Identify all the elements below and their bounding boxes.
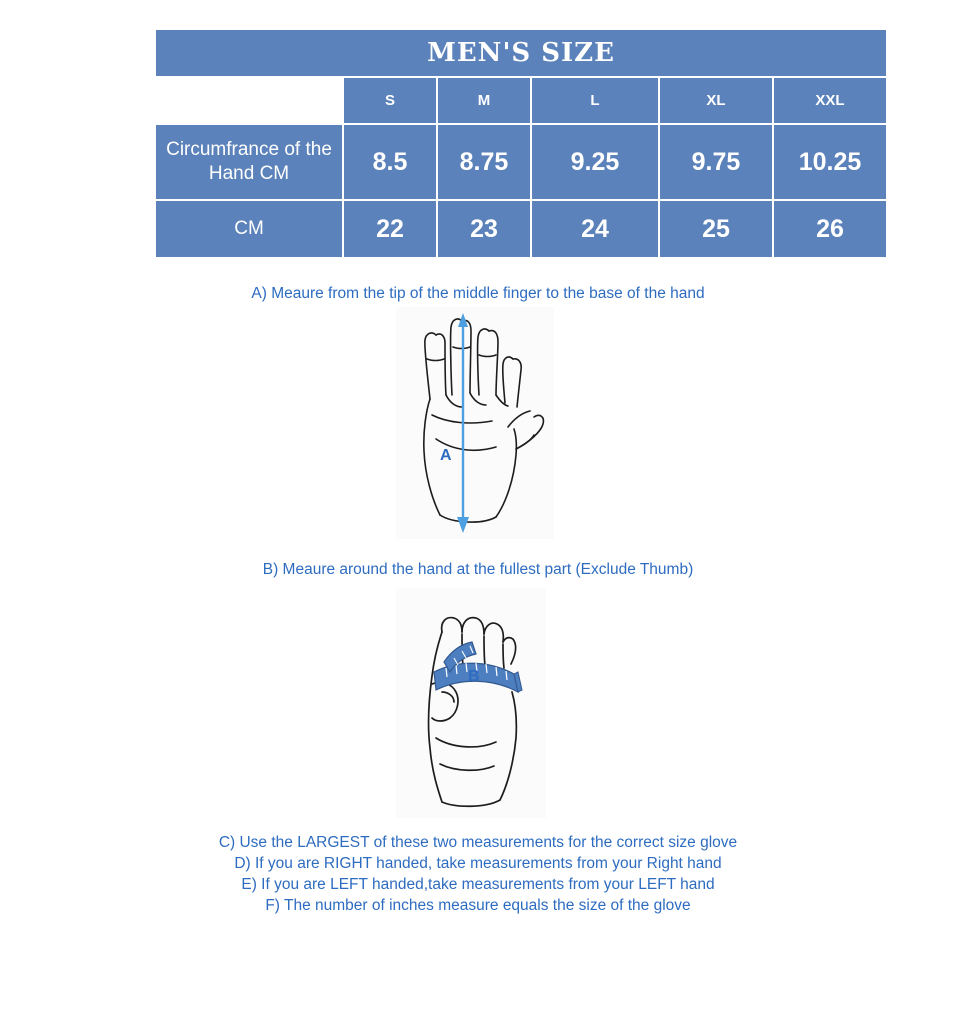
table-row	[156, 125, 886, 199]
size-chart-table	[154, 28, 888, 259]
table-row	[156, 201, 886, 257]
column-header-s: S	[344, 78, 436, 123]
column-header-xl: XL	[660, 78, 772, 123]
row-label-circumference: Circumfrance of the Hand CM	[156, 125, 342, 199]
table-row-title	[156, 30, 886, 76]
cell-circumference-xxl: 10.25	[774, 125, 886, 199]
row-label-cm: CM	[156, 201, 342, 257]
cell-circumference-l: 9.25	[532, 125, 658, 199]
column-header-l: L	[532, 78, 658, 123]
instruction-a: A) Meaure from the tip of the middle finger to the base of the hand	[251, 285, 705, 302]
instruction-e: E) If you are LEFT handed,take measurements from your LEFT hand	[241, 876, 715, 893]
table-row-header	[156, 78, 886, 123]
hand-length-diagram	[396, 307, 554, 539]
page-title: MEN'S SIZE	[156, 30, 886, 76]
column-header-blank	[156, 78, 342, 123]
cell-circumference-xl: 9.75	[660, 125, 772, 199]
cell-cm-xxl: 26	[774, 201, 886, 257]
cell-cm-m: 23	[438, 201, 530, 257]
instruction-b: B) Meaure around the hand at the fullest part (Exclude Thumb)	[262, 561, 694, 578]
instruction-list	[0, 832, 956, 916]
figure-a-letter: A	[440, 447, 452, 464]
figure-b-letter: B	[468, 668, 480, 685]
cell-cm-xl: 25	[660, 201, 772, 257]
hand-with-tape-icon	[396, 588, 546, 818]
instruction-f: F) The number of inches measure equals the size of the glove	[265, 897, 691, 914]
cell-cm-s: 22	[344, 201, 436, 257]
column-header-xxl: XXL	[774, 78, 886, 123]
instruction-d: D) If you are RIGHT handed, take measurements from your Right hand	[234, 855, 722, 872]
size-chart-table-wrapper	[154, 28, 876, 259]
instruction-c: C) Use the LARGEST of these two measurements for the correct size glove	[218, 834, 738, 851]
column-header-m: M	[438, 78, 530, 123]
hand-circumference-diagram	[396, 588, 546, 818]
cell-cm-l: 24	[532, 201, 658, 257]
cell-circumference-s: 8.5	[344, 125, 436, 199]
cell-circumference-m: 8.75	[438, 125, 530, 199]
open-hand-icon	[396, 307, 554, 539]
